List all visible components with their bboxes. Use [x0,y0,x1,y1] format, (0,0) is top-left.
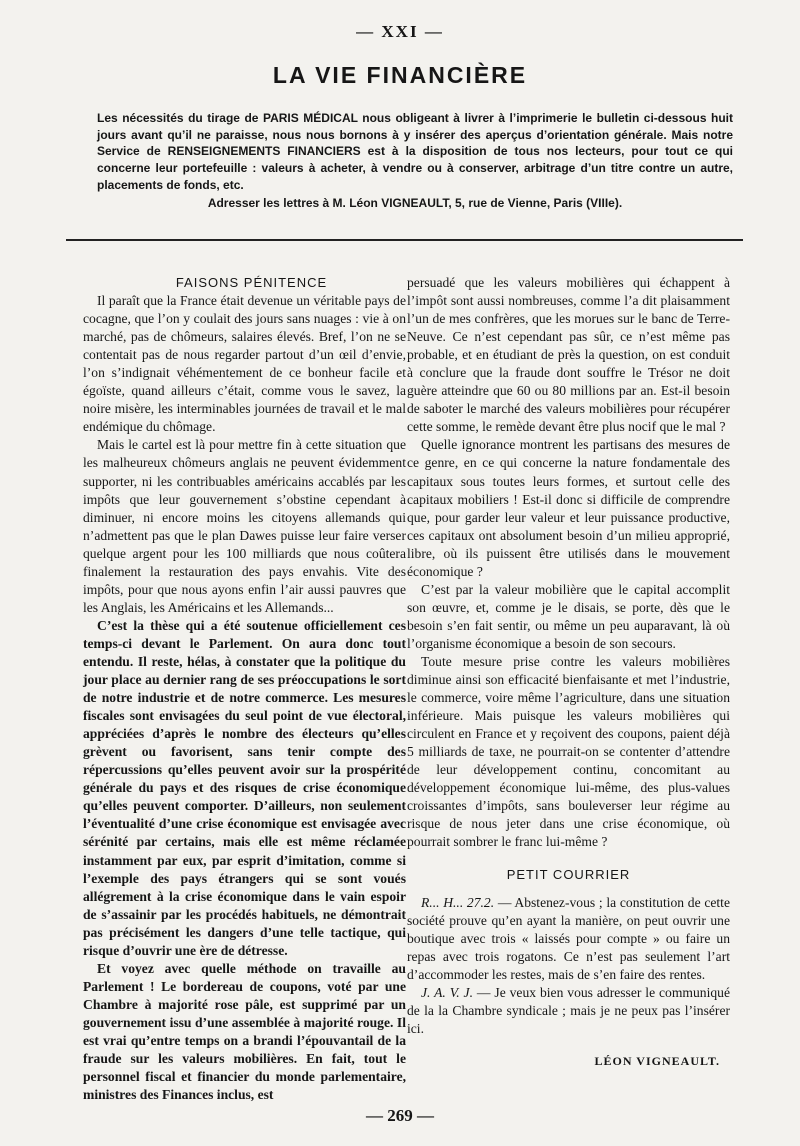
courrier-ref: R... H... 27.2. [421,894,495,910]
courrier-heading: PETIT COURRIER [506,866,631,882]
article-heading: FAISONS PÉNITENCE [175,275,328,290]
article-paragraph: Il paraît que la France était devenue un véritable pays de cocagne, que l’on y coulait des jours sans nuages : vie à on marché, pas de chômeurs, salaires élevés. Bref, l’on ne se contentait pas de nous regarder partout d’un œil d’envie, l’on s’indignait véhémentement de ce bonheur facile et égoïste, quand ailleurs c’était, comme vous le savez, la noire misère, les interminables journées de travail et le mal endémique du chômage. [83,293,406,435]
page-number: — 269 — [366,1106,434,1125]
article-paragraph: Mais le cartel est là pour mettre fin à cette situation que les malheureux chômeurs anglais ne peuvent évidemment supporter, ni les contribuables américains accablés par les impôts que leur gouvernement s’obstine cependant à diminuer, ni encore moins les citoyens allemands qui n’admettent pas que le plan Dawes puisse leur faire verser quelque argent pour les 100 milliards que nous coûtera finalement la restauration des pays envahis. Vite des impôts, pour que nous ayons enfin l’air aussi pauvres que les Anglais, les Américains et les Allemands... [83,437,406,615]
article-paragraph: Toute mesure prise contre les valeurs mobilières diminue ainsi son efficacité bienfaisante et met l’industrie, le commerce, voire même l’agriculture, dans une situation inférieure. Mais puisque les valeurs mobilières qui circulent en France et y reçoivent des coupons, paient déjà 5 milliards de taxe, ne pourrait-on se contenter d’attendre de leur développement continu, concomitant au développement économique lui-même, des plus-values croissantes d’impôts, sans bouleverser leur régime au risque de nous jeter dans une crise économique, où pourrait sombrer le franc lui-même ? [407,653,730,850]
intro-notice [97,110,733,211]
article-left-column [83,274,406,1104]
courrier-reply: — Abstenez-vous ; la constitution de cette société prouve qu’en ayant la manière, on peut ouvrir une boutique avec trois « laissés pour compte » ou faire un repas avec trois rogatons. Ce n’est pas seulement l’art d’accommoder les restes, mais de s’en faire des rentes. [407,894,730,982]
section-title: LA VIE FINANCIÈRE [272,62,528,88]
article-paragraph: C’est la thèse qui a été soutenue officiellement ces temps-ci devant le Parlement. On aura donc tout entendu. Il reste, hélas, à constater que la politique du jour place au dernier rang de ses préoccupations le sort de notre industrie et de notre commerce. Les mesures fiscales sont envisagées du seul point de vue électoral, appréciées d’après le nombre des électeurs qu’elles grèvent ou favorisent, sans tenir compte des répercussions qu’elles peuvent avoir sur la prospérité générale du pays et des risques de crise économique qu’elles peuvent comporter. D’ailleurs, non seulement l’éventualité d’une crise économique est envisagée avec sérénité par certains, mais elle est même réclamée instamment par eux, par esprit d’imitation, comme si l’exemple des pays étrangers qui se sont voués allégrement à la crise économique dans le vain espoir de s’assainir par les procédés habituels, ne démontrait pas précisément les dangers d’une telle tactique, qui risque d’ouvrir une ère de détresse. [83,617,406,958]
article-paragraph: C’est par la valeur mobilière que le capital accomplit son œuvre, et, comme je le disais, se porte, dès que le besoin s’en fait sentir, ou même un peu auparavant, là où l’organisme économique a besoin de son secours. [407,581,730,651]
article-paragraph: Quelle ignorance montrent les partisans des mesures de ce genre, en ce qui concerne la nature fondamentale des capitaux sous toutes leurs formes, et surtout celle des capitaux mobiliers ! Est-il donc si difficile de comprendre que, pour garder leur valeur et leur puissance productive, ces capitaux ont absolument besoin d’un milieu approprié, libre, où ils puissent être utilisés dans le mouvement économique ? [407,437,730,579]
page-roman-numeral: — XXI — [356,22,444,41]
courrier-ref: J. A. V. J. [421,984,473,1000]
courrier-item [407,894,730,984]
courrier-item [407,984,730,1038]
author-signature: LÉON VIGNEAULT. [594,1053,720,1068]
article-paragraph: persuadé que les valeurs mobilières qui échappent à l’impôt sont aussi nombreuses, comme l’a dit plaisamment l’un de mes confrères, que les morues sur le banc de Terre-Neuve. Ce n’est cependant pas sûr, ce n’est même pas probable, et en étudiant de près la question, on est conduit à conclure que la fraude dont souffre le Trésor ne doit guère atteindre que 60 ou 80 millions par an. Est-il besoin de saboter le marché des valeurs mobilières pour récupérer cette somme, le remède devant être plus nocif que le mal ? [407,275,730,435]
article-paragraph: Et voyez avec quelle méthode on travaille au Parlement ! Le bordereau de coupons, voté par une Chambre à majorité rose pâle, est supprimé par un gouvernement issu d’une assemblée à majorité rouge. Il est vrai qu’entre temps on a brandi l’épouvantail de la fraude sur les valeurs mobilières. En fait, tout le personnel fiscal et financier du monde parlementaire, ministres des Finances inclus, est [83,960,406,1103]
article-right-column [407,274,730,1070]
intro-text: Les nécessités du tirage de PARIS MÉDICAL nous obligeant à livrer à l’imprimerie le bulletin ci-dessous huit jours avant qu’il ne paraisse, nous nous bornons à y insérer des aperçus d’orientation générale. Mais notre Service de RENSEIGNEMENTS FINANCIERS est à la disposition de tous nos lecteurs, pour tout ce qui concerne leur portefeuille : valeurs à acheter, à vendre ou à conserver, arbitrage d’un titre contre un autre, placements de fonds, etc. [97,111,733,192]
courrier-reply: — Je veux bien vous adresser le communiqué de la la Chambre syndicale ; mais je ne peux pas l’insérer ici. [407,984,730,1036]
intro-address: Adresser les lettres à M. Léon VIGNEAULT, 5, rue de Vienne, Paris (VIIIe). [207,195,623,210]
divider-rule [66,239,743,241]
